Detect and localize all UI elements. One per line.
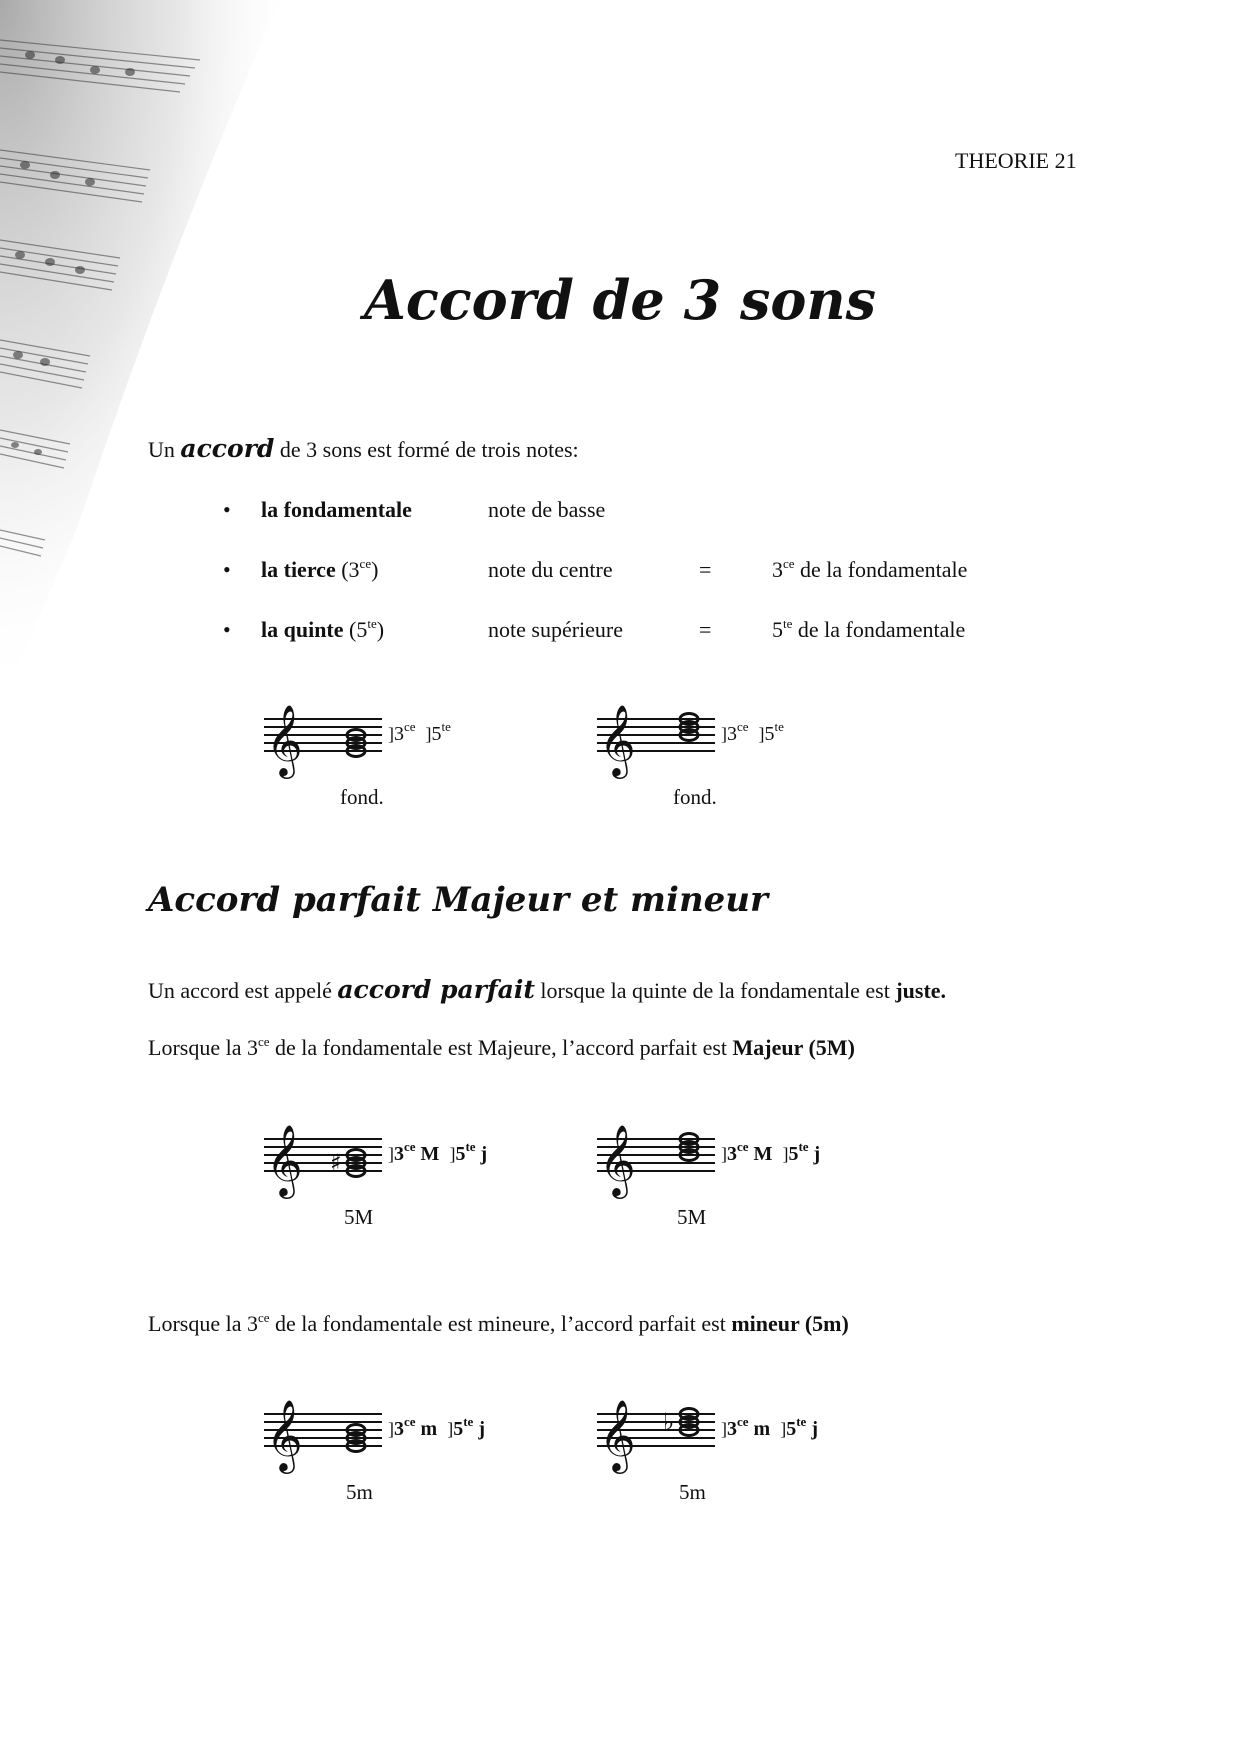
intro-text-before: Un bbox=[148, 437, 181, 462]
treble-clef-icon: 𝄞 bbox=[266, 1398, 303, 1471]
list-item-description: note de basse bbox=[488, 497, 606, 522]
minor-paragraph: Lorsque la $3^{ce}$ de la fondamentale est mineure, l’accord parfait est mineur (5m) bbox=[148, 1310, 849, 1336]
bullet-icon: • bbox=[223, 617, 231, 642]
chord-figure bbox=[260, 685, 540, 815]
chord-figure bbox=[260, 1105, 540, 1235]
staff-notation-image bbox=[593, 1105, 723, 1205]
interval-labels: ]$3^{ce}$ m ]$5^{te}$ j bbox=[388, 1414, 485, 1440]
interval-labels: ]$3^{ce}$ M ]$5^{te}$ j bbox=[388, 1139, 488, 1165]
chord-figure bbox=[593, 1105, 873, 1235]
list-item-definition: $5^{te}$ de la fondamentale bbox=[772, 616, 966, 642]
treble-clef-icon: 𝄞 bbox=[266, 703, 303, 776]
chord-caption: 5M bbox=[677, 1205, 707, 1229]
interval-labels: ]$3^{ce}$ m ]$5^{te}$ j bbox=[721, 1414, 818, 1440]
list-item bbox=[148, 497, 1048, 527]
bullet-icon: • bbox=[223, 557, 231, 582]
interval-labels: ]$3^{ce}$ M ]$5^{te}$ j bbox=[721, 1139, 821, 1165]
chord-figure bbox=[593, 685, 873, 815]
list-item bbox=[148, 557, 1048, 587]
treble-clef-icon: 𝄞 bbox=[599, 703, 636, 776]
intro-text-after: de 3 sons est formé de trois notes: bbox=[274, 437, 579, 462]
staff-notation-image bbox=[260, 1105, 390, 1205]
chord-figure bbox=[260, 1380, 540, 1510]
equals-sign: = bbox=[699, 557, 712, 582]
chord-caption: 5m bbox=[346, 1480, 373, 1504]
list-item-description: note supérieure bbox=[488, 617, 623, 642]
interval-labels: ]$3^{ce}$ ]$5^{te}$ bbox=[388, 719, 451, 745]
page-title: Accord de 3 sons bbox=[363, 268, 877, 332]
staff-notation-image bbox=[260, 1380, 390, 1480]
list-item bbox=[148, 617, 1048, 647]
chord-caption: fond. bbox=[673, 785, 717, 809]
intro-keyword: accord bbox=[180, 434, 275, 463]
staff-notation-image bbox=[593, 1380, 723, 1480]
sheet-music-corner-image bbox=[0, 0, 300, 700]
section-subtitle: Accord parfait Majeur et mineur bbox=[148, 880, 768, 920]
interval-labels: ]$3^{ce}$ ]$5^{te}$ bbox=[721, 719, 784, 745]
chord-caption: 5M bbox=[344, 1205, 374, 1229]
treble-clef-icon: 𝄞 bbox=[599, 1398, 636, 1471]
sharp-icon: ♯ bbox=[330, 1149, 342, 1177]
treble-clef-icon: 𝄞 bbox=[266, 1123, 303, 1196]
chord-caption: 5m bbox=[679, 1480, 706, 1504]
page-header-label: THEORIE 21 bbox=[955, 148, 1077, 173]
chord-caption: fond. bbox=[340, 785, 384, 809]
major-paragraph: Lorsque la $3^{ce}$ de la fondamentale est Majeure, l’accord parfait est Majeur (5M) bbox=[148, 1034, 855, 1060]
staff-notation-image bbox=[260, 685, 390, 785]
list-item-term: la fondamentale bbox=[261, 497, 412, 522]
definition-paragraph: Un accord est appelé accord parfait lorsque la quinte de la fondamentale est juste. bbox=[148, 975, 947, 1004]
list-item-term: la tierce $(3^{ce})$ bbox=[261, 556, 379, 582]
treble-clef-icon: 𝄞 bbox=[599, 1123, 636, 1196]
definition-keyword: accord parfait bbox=[337, 975, 535, 1004]
bullet-icon: • bbox=[223, 497, 231, 522]
list-item-term: la quinte $(5^{te})$ bbox=[261, 616, 385, 642]
chord-figure bbox=[593, 1380, 873, 1510]
flat-icon: ♭ bbox=[663, 1408, 675, 1436]
staff-notation-image bbox=[593, 685, 723, 785]
equals-sign: = bbox=[699, 617, 712, 642]
list-item-description: note du centre bbox=[488, 557, 613, 582]
intro-paragraph bbox=[148, 434, 579, 463]
list-item-definition: $3^{ce}$ de la fondamentale bbox=[772, 556, 968, 582]
